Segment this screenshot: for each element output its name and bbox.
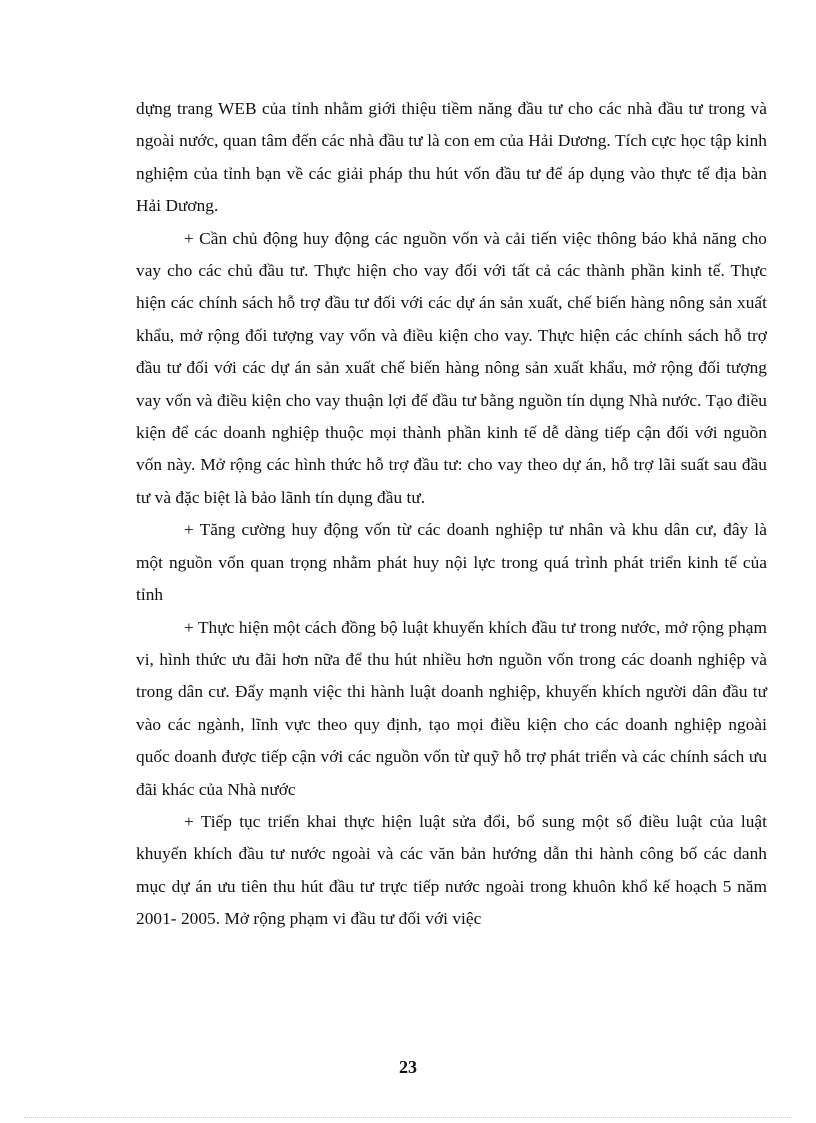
page-number: 23 [399,1057,417,1077]
page-bottom-divider [24,1117,792,1118]
paragraph-2: + Cần chủ động huy động các nguồn vốn và cải tiến việc thông báo khả năng cho vay cho các chủ đầu tư. Thực hiện cho vay đối với tất cả các thành phần kinh tế. Thực hiện các chính sách hỗ trợ đầu tư đối với các dự án sản xuất, chế biến hàng nông sản xuất khẩu, mở rộng đối tượng vay vốn và điều kiện cho vay. Thực hiện các chính sách hỗ trợ đầu tư đối với các dự án sản xuất chế biến hàng nông sản xuất khẩu, mở rộng đối tượng vay vốn và điều kiện cho vay thuận lợi để đầu tư bằng nguồn tín dụng Nhà nước. Tạo điều kiện để các doanh nghiệp thuộc mọi thành phần kinh tế dễ dàng tiếp cận đối với nguồn vốn này. Mở rộng các hình thức hỗ trợ đầu tư: cho vay theo dự án, hỗ trợ lãi suất sau đầu tư và đặc biệt là bảo lãnh tín dụng đầu tư. [136,228,767,507]
body-text [136,93,767,936]
paragraph-4: + Thực hiện một cách đồng bộ luật khuyến khích đầu tư trong nước, mở rộng phạm vi, hình thức ưu đãi hơn nữa để thu hút nhiều hơn nguồn vốn trong các doanh nghiệp và trong dân cư. Đẩy mạnh việc thi hành luật doanh nghiệp, khuyến khích người dân đầu tư vào các ngành, lĩnh vực theo quy định, tạo mọi điều kiện cho các doanh nghiệp ngoài quốc doanh được tiếp cận với các nguồn vốn từ quỹ hỗ trợ phát triển và các chính sách ưu đãi khác của Nhà nước [136,617,767,799]
paragraph-3: + Tăng cường huy động vốn từ các doanh nghiệp tư nhân và khu dân cư, đây là một nguồn vốn quan trọng nhằm phát huy nội lực trong quá trình phát triển kinh tế của tỉnh [136,520,767,605]
paragraph-1: dựng trang WEB của tỉnh nhằm giới thiệu tiềm năng đầu tư cho các nhà đầu tư trong và ngoài nước, quan tâm đến các nhà đầu tư là con em của Hải Dương. Tích cực học tập kinh nghiệm của tỉnh bạn về các giải pháp thu hút vốn đầu tư để áp dụng vào thực tế địa bàn Hải Dương. [136,99,767,216]
paragraph-5: + Tiếp tục triển khai thực hiện luật sửa đổi, bổ sung một số điều luật của luật khuyến khích đầu tư nước ngoài và các văn bản hướng dẫn thi hành công bố các danh mục dự án ưu tiên thu hút đầu tư trực tiếp nước ngoài trong khuôn khổ kế hoạch 5 năm 2001- 2005. Mở rộng phạm vi đầu tư đối với việc [136,811,767,929]
